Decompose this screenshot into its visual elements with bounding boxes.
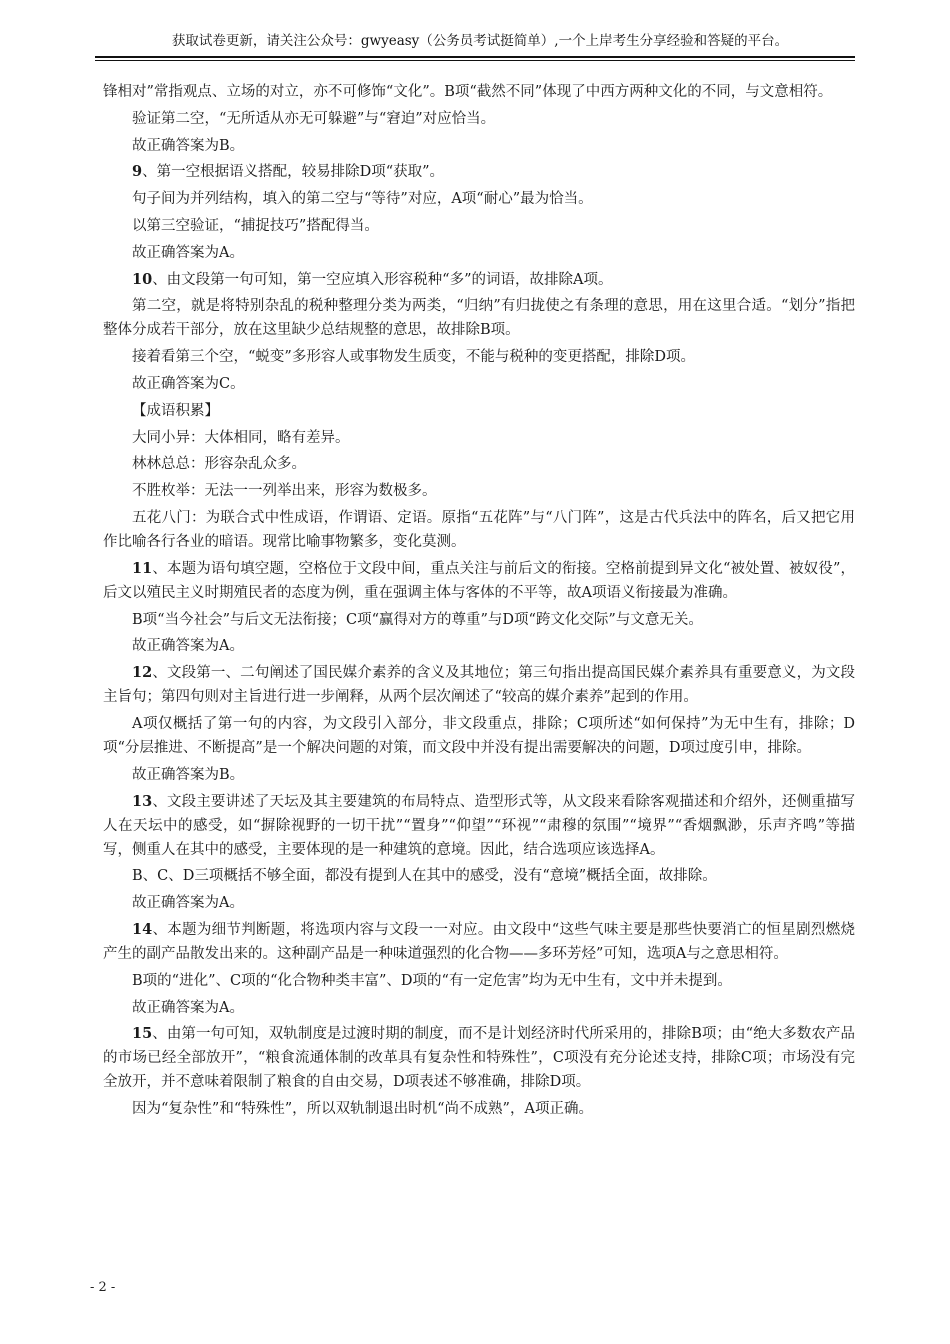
explanation-paragraph (103, 426, 855, 450)
explanation-paragraph (103, 214, 855, 238)
explanation-paragraph (103, 80, 855, 104)
explanation-paragraph (103, 399, 855, 423)
paragraph-text: 、本题为语句填空题，空格位于文段中间，重点关注与前后文的衔接。空格前提到异文化“被处置、被奴役”，后文以殖民主义时期殖民者的态度为例，重在强调主体与客体的不平等，故A项语义衔接最为准确。 (103, 560, 855, 601)
question-number: 11 (132, 559, 153, 577)
paragraph-text: 句子间为并列结构，填入的第二空与“等待”对应，A项“耐心”最为恰当。 (132, 191, 593, 208)
explanation-paragraph (103, 864, 855, 888)
paragraph-text: 、第一空根据语义搭配，较易排除D项“获取”。 (142, 164, 445, 181)
explanation-paragraph (103, 134, 855, 158)
question-number: 14 (132, 920, 153, 938)
question-number: 12 (132, 664, 153, 682)
question-number: 9 (132, 163, 143, 181)
paragraph-text: 因为“复杂性”和“特殊性”，所以双轨制退出时机“尚不成熟”，A项正确。 (132, 1101, 593, 1118)
paragraph-text: 【成语积累】 (132, 402, 219, 419)
question-explanation-14 (103, 918, 855, 966)
explanation-paragraph (103, 345, 855, 369)
page-header (95, 30, 855, 61)
explanation-paragraph (103, 506, 855, 554)
paragraph-text: 不胜枚举：无法一一列举出来，形容为数极多。 (132, 483, 437, 500)
header-rule-thin (95, 60, 855, 61)
question-explanation-10 (103, 268, 855, 292)
paragraph-text: A项仅概括了第一句的内容，为文段引入部分，非文段重点，排除；C项所述“如何保持”为无中生有，排除；D项“分层推进、不断提高”是一个解决问题的对策，而文段中并没有提出需要解决的问题，D项过度引申，排除。 (103, 715, 855, 756)
paragraph-text: B项“当今社会”与后文无法衔接；C项“赢得对方的尊重”与D项“跨文化交际”与文意无关。 (132, 611, 703, 628)
paragraph-text: 、本题为细节判断题，将选项内容与文段一一对应。由文段中“这些气味主要是那些快要消亡的恒星剧烈燃烧产生的副产品散发出来的。这种副产品是一种味道强烈的化合物——多环芳烃”可知，选项A与之意思相符。 (103, 921, 855, 962)
header-rule-thick (95, 56, 855, 58)
paragraph-text: 、文段第一、二句阐述了国民媒介素养的含义及其地位；第三句指出提高国民媒介素养具有重要意义，为文段主旨句；第四句则对主旨进行进一步阐释，从两个层次阐述了“较高的媒介素养”起到的作用。 (103, 665, 855, 706)
paragraph-text: 五花八门：为联合式中性成语，作谓语、定语。原指“五花阵”与“八门阵”，这是古代兵法中的阵名，后又把它用作比喻各行各业的暗语。现常比喻事物繁多，变化莫测。 (103, 509, 855, 550)
paragraph-text: 锋相对”常指观点、立场的对立，亦不可修饰“文化”。B项“截然不同”体现了中西方两种文化的不同，与文意相符。 (103, 84, 833, 100)
question-explanation-15 (103, 1022, 855, 1094)
explanation-paragraph (103, 763, 855, 787)
paragraph-text: 故正确答案为A。 (132, 895, 244, 912)
explanation-paragraph (103, 107, 855, 131)
question-explanation-9 (103, 160, 855, 184)
page-number: - 2 - (90, 1280, 116, 1295)
question-explanation-11 (103, 557, 855, 605)
paragraph-text: 故正确答案为A。 (132, 999, 244, 1016)
answer-explanations (103, 80, 855, 1124)
paragraph-text: 、文段主要讲述了天坛及其主要建筑的布局特点、造型形式等，从文段来看除客观描述和介绍外，还侧重描写人在天坛中的感受，如“摒除视野的一切干扰”“置身”“仰望”“环视”“肃穆的氛围”“境界”“香烟飘渺，乐声齐鸣”等描写，侧重人在其中的感受，主要体现的是一种建筑的意境。因此，结合选项应该选择A。 (103, 793, 855, 858)
explanation-paragraph (103, 996, 855, 1020)
paragraph-text: 、由文段第一句可知，第一空应填入形容税种“多”的词语，故排除A项。 (152, 271, 613, 288)
explanation-paragraph (103, 372, 855, 396)
question-explanation-13 (103, 790, 855, 862)
explanation-paragraph (103, 969, 855, 993)
explanation-paragraph (103, 452, 855, 476)
paragraph-text: B项的“进化”、C项的“化合物种类丰富”、D项的“有一定危害”均为无中生有，文中并未提到。 (132, 972, 732, 989)
paragraph-text: 故正确答案为A。 (132, 244, 244, 261)
paragraph-text: 、由第一句可知，双轨制度是过渡时期的制度，而不是计划经济时代所采用的，排除B项；由“绝大多数农产品的市场已经全部放开”，“粮食流通体制的改革具有复杂性和特殊性”，C项没有充分论述支持，排除C项；市场没有完全放开，并不意味着限制了粮食的自由交易，D项表述不够准确，排除D项。 (103, 1026, 855, 1091)
explanation-paragraph (103, 241, 855, 265)
explanation-paragraph (103, 479, 855, 503)
paragraph-text: 验证第二空，“无所适从亦无可躲避”与“窘迫”对应恰当。 (132, 110, 496, 127)
paragraph-text: 故正确答案为C。 (132, 375, 245, 392)
explanation-paragraph (103, 608, 855, 632)
paragraph-text: 大同小异：大体相同，略有差异。 (132, 429, 350, 446)
paragraph-text: 故正确答案为B。 (132, 137, 245, 154)
question-number: 13 (132, 792, 153, 810)
explanation-paragraph (103, 712, 855, 760)
explanation-paragraph (103, 1097, 855, 1121)
paragraph-text: 故正确答案为A。 (132, 638, 244, 655)
paragraph-text: 接着看第三个空，“蜕变”多形容人或事物发生质变，不能与税种的变更搭配，排除D项。 (132, 349, 695, 366)
question-number: 15 (132, 1025, 153, 1043)
paragraph-text: 第二空，就是将特别杂乱的税种整理分类为两类，“归纳”有归拢使之有条理的意思，用在这里合适。“划分”指把整体分成若干部分，放在这里缺少总结规整的意思，故排除B项。 (103, 298, 855, 339)
explanation-paragraph (103, 634, 855, 658)
paragraph-text: 故正确答案为B。 (132, 766, 245, 783)
paragraph-text: B、C、D三项概括不够全面，都没有提到人在其中的感受，没有“意境”概括全面，故排除。 (132, 868, 717, 885)
explanation-paragraph (103, 294, 855, 342)
question-number: 10 (132, 270, 153, 288)
header-notice: 获取试卷更新，请关注公众号：gwyeasy（公务员考试挺简单）,一个上岸考生分享经验和答疑的平台。 (171, 33, 789, 49)
explanation-paragraph (103, 187, 855, 211)
paragraph-text: 以第三空验证，“捕捉技巧”搭配得当。 (132, 217, 379, 234)
explanation-paragraph (103, 891, 855, 915)
question-explanation-12 (103, 661, 855, 709)
paragraph-text: 林林总总：形容杂乱众多。 (132, 456, 306, 473)
